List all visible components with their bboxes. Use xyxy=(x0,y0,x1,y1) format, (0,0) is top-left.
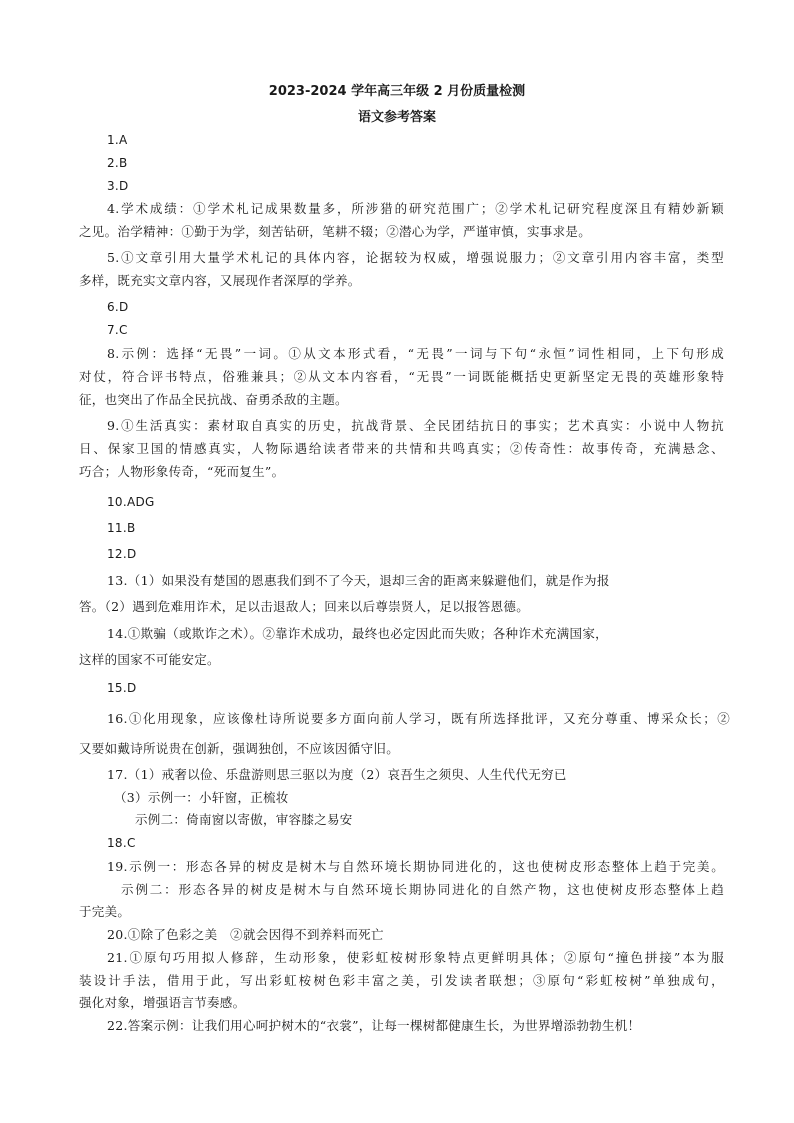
answer-line: 14.①欺骗（或欺诈之术）。②靠诈术成功，最终也必定因此而失败；各种诈术充满国家， xyxy=(107,626,608,641)
answer-line: 13.（1）如果没有楚国的恩惠我们到不了今天，退却三舍的距离来躲避他们，就是作为报 xyxy=(107,573,610,588)
answer-line: 8.示例：选择“无畏”一词。①从文本形式看，“无畏”一词与下句“永恒”词性相同，上下句形成 xyxy=(107,346,724,361)
answer-line: 示例二：形态各异的树皮是树木与自然环境长期协同进化的自然产物，这也使树皮形态整体上趋 xyxy=(121,882,724,897)
answer-line: 这样的国家不可能安定。 xyxy=(79,652,220,667)
answer-line: 于完美。 xyxy=(79,904,131,919)
answer-line: 9.①生活真实：素材取自真实的历史，抗战背景、全民团结抗日的事实；艺术真实：小说中人物抗 xyxy=(107,418,724,433)
answer-line: 20.①除了色彩之美 ②就会因得不到养料而死亡 xyxy=(107,927,384,942)
answer-line: 答。（2）遇到危难用诈术，足以击退敌人；回来以后尊崇贤人，足以报答恩德。 xyxy=(79,599,530,614)
answer-line: 21.①原句巧用拟人修辞，生动形象，使彩虹桉树形象特点更鲜明具体；②原句“撞色拼接”本为服 xyxy=(107,950,724,965)
answer-line: 7.C xyxy=(107,323,128,337)
page-title: 2023-2024 学年高三年级 2 月份质量检测 xyxy=(268,84,526,99)
answer-line: 10.ADG xyxy=(107,495,155,509)
answer-line: 2.B xyxy=(107,156,128,170)
answer-line: 多样，既充实文章内容，又展现作者深厚的学养。 xyxy=(79,273,361,288)
answer-line: 5.①文章引用大量学术札记的具体内容，论据较为权威，增强说服力；②文章引用内容丰富，类型 xyxy=(107,250,724,265)
answer-line: 11.B xyxy=(107,521,136,535)
answer-line: 日、保家卫国的情感真实，人物际遇给读者带来的共情和共鸣真实；②传奇性：故事传奇，充满悬念、 xyxy=(79,441,724,456)
answer-line: 强化对象，增强语言节奏感。 xyxy=(79,995,246,1010)
answer-line: 又要如戴诗所说贵在创新，强调独创，不应该因循守旧。 xyxy=(79,741,400,756)
answer-line: 19.示例一：形态各异的树皮是树木与自然环境长期协同进化的，这也使树皮形态整体上趋于完美。 xyxy=(107,859,724,874)
page-subtitle: 语文参考答案 xyxy=(357,110,436,125)
answer-line: 6.D xyxy=(107,300,129,314)
answer-line: 巧合；人物形象传奇，“死而复生”。 xyxy=(79,464,285,479)
answer-line: 16.①化用现象，应该像杜诗所说要多方面向前人学习，既有所选择批评，又充分尊重、博采众长；② xyxy=(107,711,730,726)
answer-line: （3）示例一：小轩窗，正梳妆 xyxy=(114,790,289,805)
answer-line: 之见。治学精神：①勤于为学，刻苦钻研，笔耕不辍；②潜心为学，严谨审慎，实事求是。 xyxy=(79,224,592,239)
answer-line: 12.D xyxy=(107,547,137,561)
answer-line: 15.D xyxy=(107,681,137,695)
answer-line: 4.学术成绩：①学术札记成果数量多，所涉猎的研究范围广；②学术札记研究程度深且有精妙新颖 xyxy=(107,201,724,216)
answer-line: 征，也突出了作品全民抗战、奋勇杀敌的主题。 xyxy=(79,392,348,407)
answer-line: 对仗，符合评书特点，俗雅兼具；②从文本内容看，“无畏”一词既能概括史更新坚定无畏的英雄形象特 xyxy=(79,369,724,384)
answer-line: 17.（1）戒奢以俭、乐盘游则思三驱以为度（2）哀吾生之须臾、人生代代无穷已 xyxy=(107,767,567,782)
answer-line: 示例二：倚南窗以寄傲，审容膝之易安 xyxy=(135,812,353,827)
answer-line: 22.答案示例：让我们用心呵护树木的“衣裳”，让每一棵树都健康生长，为世界增添勃勃生机！ xyxy=(107,1018,641,1033)
answer-line: 1.A xyxy=(107,133,128,147)
answer-line: 装设计手法，借用于此，写出彩虹桉树色彩丰富之美，引发读者联想；③原句“彩虹桉树”单独成句， xyxy=(79,973,724,988)
answer-line: 3.D xyxy=(107,179,129,193)
answer-line: 18.C xyxy=(107,836,136,850)
